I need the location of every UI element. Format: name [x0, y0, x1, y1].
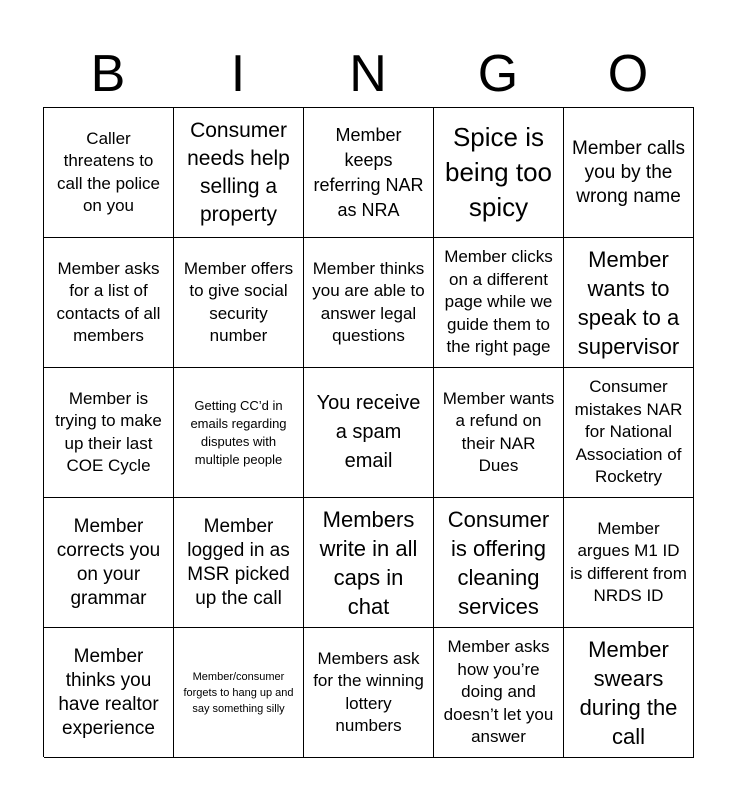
cell-text: Member clicks on a different page while we guide them to the right page	[444, 247, 553, 357]
cell-text: Member asks for a list of contacts of all members	[56, 258, 161, 345]
bingo-cell[interactable]	[174, 628, 304, 758]
bingo-cell[interactable]	[434, 238, 564, 368]
cell-text: Members write in all caps in chat	[319, 506, 418, 619]
header-letter-g: G	[477, 45, 519, 103]
bingo-cell[interactable]	[304, 368, 434, 498]
cell-text: Consumer needs help selling a property	[187, 118, 290, 226]
header-letter-b: B	[90, 45, 126, 103]
bingo-cell[interactable]	[304, 498, 434, 628]
cell-text: You receive a spam email	[316, 392, 421, 472]
cell-text: Member argues M1 ID is different from NRDS ID	[570, 518, 687, 605]
bingo-cell[interactable]	[564, 368, 694, 498]
bingo-cell[interactable]	[44, 498, 174, 628]
cell-text: Member thinks you have realtor experience	[58, 645, 159, 739]
bingo-cell[interactable]	[304, 238, 434, 368]
bingo-cell[interactable]	[174, 108, 304, 238]
cell-text: Consumer is offering cleaning services	[447, 506, 550, 619]
bingo-cell[interactable]	[434, 498, 564, 628]
cell-text: Member wants a refund on their NAR Dues	[442, 388, 555, 475]
cell-text: Member keeps referring NAR as NRA	[313, 124, 424, 220]
bingo-cell[interactable]	[174, 368, 304, 498]
bingo-cell[interactable]	[304, 628, 434, 758]
bingo-cell[interactable]	[564, 628, 694, 758]
bingo-cell[interactable]	[304, 108, 434, 238]
cell-text: Consumer mistakes NAR for National Association of Rocketry	[574, 377, 683, 487]
bingo-cell[interactable]	[44, 108, 174, 238]
cell-text: Member thinks you are able to answer legal questions	[312, 258, 425, 345]
bingo-cell[interactable]	[174, 498, 304, 628]
bingo-cell[interactable]	[564, 498, 694, 628]
cell-text: Member logged in as MSR picked up the call	[187, 515, 290, 609]
bingo-cell[interactable]	[434, 108, 564, 238]
bingo-cell[interactable]	[434, 628, 564, 758]
cell-text: Member swears during the call	[579, 636, 678, 749]
bingo-cell[interactable]	[44, 368, 174, 498]
cell-text: Member/consumer forgets to hang up and say something silly	[183, 670, 294, 715]
cell-text: Spice is being too spicy	[445, 122, 552, 222]
header-letter-n: N	[349, 45, 387, 103]
header-letter-i: I	[230, 45, 246, 103]
cell-text: Caller threatens to call the police on you	[56, 128, 160, 215]
cell-text: Getting CC’d in emails regarding disputes with multiple people	[190, 397, 287, 467]
bingo-grid	[43, 107, 694, 757]
bingo-cell[interactable]	[564, 238, 694, 368]
cell-text: Members ask for the winning lottery numbers	[313, 648, 424, 735]
bingo-header	[43, 40, 693, 108]
cell-text: Member calls you by the wrong name	[572, 137, 685, 207]
cell-text: Member wants to speak to a supervisor	[577, 246, 680, 359]
cell-text: Member corrects you on your grammar	[56, 515, 161, 609]
bingo-cell[interactable]	[564, 108, 694, 238]
bingo-cell[interactable]	[174, 238, 304, 368]
bingo-cell[interactable]	[44, 238, 174, 368]
header-letter-o: O	[607, 45, 649, 103]
cell-text: Member is trying to make up their last COE Cycle	[55, 388, 162, 475]
cell-text: Member offers to give social security number	[183, 258, 294, 345]
cell-text: Member asks how you’re doing and doesn’t let you answer	[443, 637, 554, 747]
bingo-cell[interactable]	[44, 628, 174, 758]
bingo-cell[interactable]	[434, 368, 564, 498]
